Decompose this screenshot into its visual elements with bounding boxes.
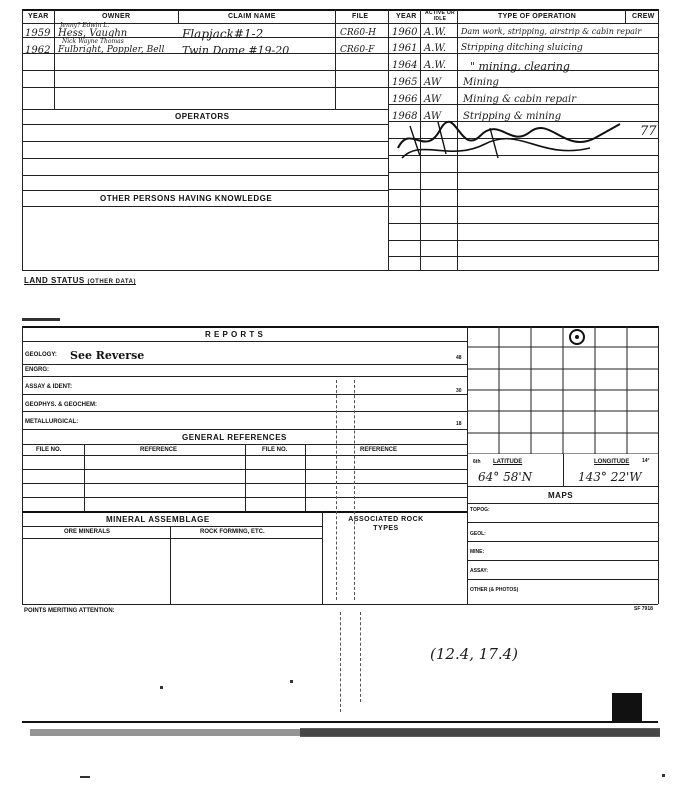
crew-scribble: 77	[640, 124, 657, 139]
longitude-suffix: 14°	[642, 458, 650, 464]
mineral-assemblage-heading: MINERAL ASSEMBLAGE	[106, 515, 210, 524]
header-owner: OWNER	[102, 13, 131, 20]
scan-mark	[22, 318, 60, 321]
header-active-or-idle: ACTIVE OR IDLE	[425, 10, 455, 22]
op-5-status: AW	[424, 94, 442, 105]
claim-2-owner: Fulbright, Poppler, Bell	[58, 45, 165, 55]
claim-2-file: CR60-F	[340, 45, 375, 55]
file-no-header-1: FILE NO.	[36, 447, 62, 453]
claim-1-owner-first: Jenny? Edwin L.	[60, 22, 110, 29]
claim-1-name: Flapjack#1-2	[182, 27, 264, 41]
op-6-type: Stripping & mining	[463, 111, 562, 122]
reference-header-1: REFERENCE	[140, 447, 178, 453]
op-2-status: A.W.	[424, 43, 447, 54]
geology-value: See Reverse	[70, 349, 145, 362]
maps-heading: MAPS	[548, 491, 574, 500]
op-1-year: 1960	[392, 27, 418, 38]
claim-1-year: 1959	[25, 28, 51, 39]
op-4-status: AW	[424, 77, 442, 88]
op-5-type: Mining & cabin repair	[463, 94, 576, 105]
claim-2-owner-first: Nick Wayne Thomas	[62, 38, 124, 45]
longitude-label: LONGITUDE	[594, 459, 630, 465]
grid-number-30: 30	[456, 388, 462, 394]
metallurgical-label: METALLURGICAL:	[25, 419, 79, 425]
section-grid	[467, 326, 658, 454]
file-no-header-2: FILE NO.	[262, 447, 288, 453]
rock-forming-header: ROCK FORMING, ETC.	[200, 529, 265, 535]
op-4-year: 1965	[392, 77, 418, 88]
op-3-status: A.W.	[424, 60, 447, 71]
op-5-year: 1966	[392, 94, 418, 105]
op-4-type: Mining	[463, 77, 499, 88]
geophys-geochem-label: GEOPHYS. & GEOCHEM:	[25, 402, 98, 408]
header-claim-name: CLAIM NAME	[228, 13, 276, 20]
header-file: FILE	[352, 13, 369, 20]
reference-header-2: REFERENCE	[360, 447, 398, 453]
claim-1-owner: Hess, Vaughn	[58, 28, 128, 39]
topog-label: TOPOG:	[470, 507, 490, 513]
coordinates-note: (12.4, 17.4)	[430, 645, 519, 663]
registration-block	[612, 693, 642, 721]
grid-number-48: 48	[456, 355, 462, 361]
op-6-year: 1968	[392, 111, 418, 122]
op-3-type: " mining, clearing	[470, 60, 570, 73]
grid-number-18: 18	[456, 421, 462, 427]
engrg-label: ENGRG:	[25, 367, 49, 373]
op-1-type: Dam work, stripping, airstrip & cabin repair	[461, 27, 642, 36]
op-2-type: Stripping ditching sluicing	[461, 43, 583, 53]
latitude-label: LATITUDE	[493, 459, 523, 465]
signature-scribble	[390, 118, 640, 163]
claim-2-year: 1962	[25, 45, 51, 56]
assay-ident-label: ASSAY & IDENT:	[25, 384, 73, 390]
points-meriting-attention-label: POINTS MERITING ATTENTION:	[24, 608, 115, 614]
header-year-2: YEAR	[396, 13, 417, 20]
operators-heading: OPERATORS	[175, 112, 230, 121]
general-references-heading: GENERAL REFERENCES	[182, 433, 287, 442]
land-status-heading: LAND STATUS (OTHER DATA)	[24, 276, 136, 285]
associated-rock-types-heading: ASSOCIATED ROCK TYPES	[348, 516, 424, 532]
header-crew: CREW	[632, 13, 655, 20]
longitude-value: 143° 22'W	[578, 470, 642, 484]
claim-2-name: Twin Dome #19-20	[182, 44, 290, 57]
header-year: YEAR	[28, 13, 49, 20]
assay-map-label: ASSAY:	[470, 568, 489, 574]
latitude-prefix: 6th	[473, 459, 481, 465]
latitude-value: 64° 58'N	[478, 470, 533, 484]
claim-1-file: CR60-H	[340, 28, 377, 38]
reports-heading: R E P O R T S	[205, 330, 264, 339]
op-3-year: 1964	[392, 60, 418, 71]
form-number: SF 7918	[634, 606, 653, 612]
op-6-status: AW	[424, 111, 442, 122]
geol-label: GEOL:	[470, 531, 486, 537]
mine-label: MINE:	[470, 549, 485, 555]
header-type-of-operation: TYPE OF OPERATION	[498, 13, 577, 20]
op-1-status: A.W.	[424, 27, 447, 38]
geology-label: GEOLOGY:	[25, 352, 57, 358]
ore-minerals-header: ORE MINERALS	[64, 529, 111, 535]
op-2-year: 1961	[392, 43, 418, 54]
other-persons-heading: OTHER PERSONS HAVING KNOWLEDGE	[100, 194, 273, 203]
other-photos-label: OTHER (& PHOTOS)	[470, 587, 519, 593]
